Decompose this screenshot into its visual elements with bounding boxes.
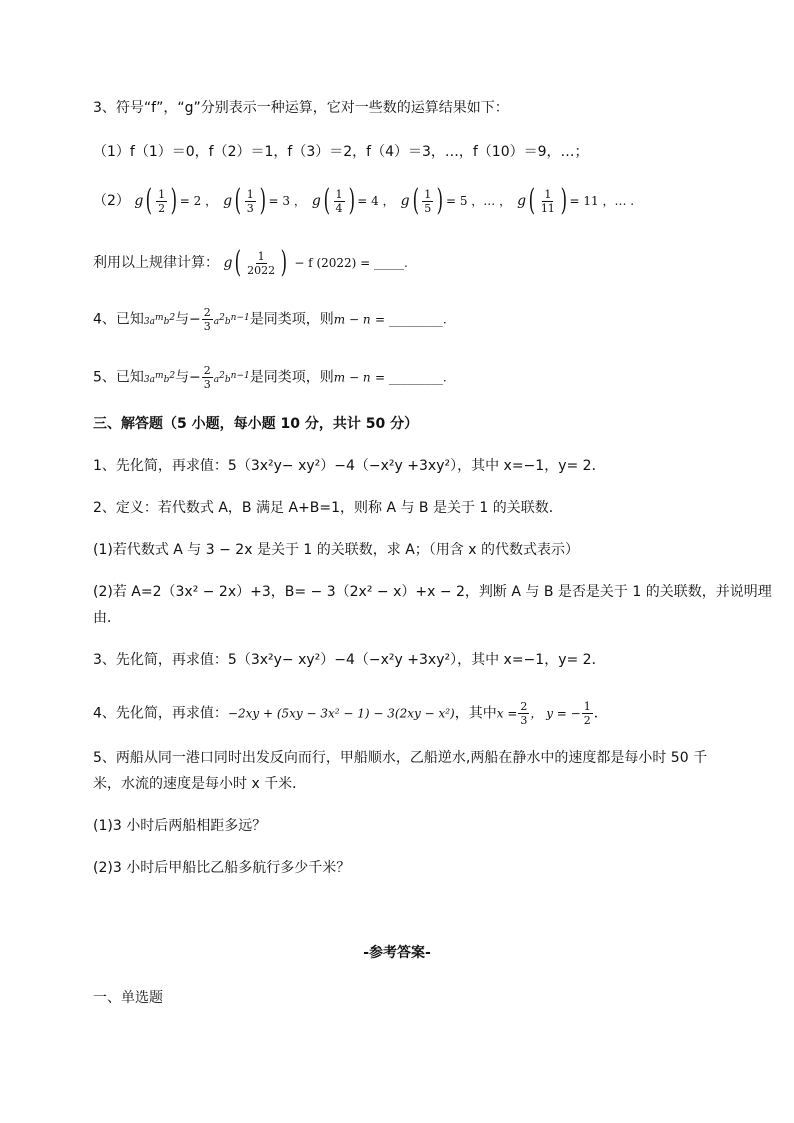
q3-calc-prefix: 利用以上规律计算：: [93, 255, 219, 271]
q4-prefix: 4、已知: [93, 311, 144, 328]
q5-with: 与−: [175, 369, 201, 386]
q4-with: 与−: [175, 311, 201, 328]
q5-suffix: 是同类项，则: [249, 369, 334, 386]
q3-row2: [93, 183, 640, 218]
q3-row1: （1）f（1）＝0，f（2）＝1，f（3）＝2，f（4）＝3，…，f（10）＝9，…；: [93, 144, 589, 160]
q3-row2-fn: g: [400, 193, 410, 209]
q3-calc-fn: g: [223, 255, 233, 271]
q3-row2-fraction: $\frac{1}{5}$: [424, 187, 432, 215]
q3-row2-fn: g: [223, 193, 233, 209]
q3-calc-fraction: $\frac{1}{2022}$: [247, 249, 276, 277]
s3-p4-yfrac: $\frac{1}{2}$: [583, 700, 591, 727]
q3-row2-fraction: $\frac{1}{4}$: [335, 187, 343, 215]
section3-heading: 三、解答题（5 小题，每小题 10 分，共计 50 分）: [93, 416, 419, 432]
s3-p4-mid: ，其中: [454, 705, 497, 722]
q5-blank: = _________.: [375, 370, 447, 385]
q4-suffix: 是同类项，则: [249, 311, 334, 328]
s3-p5-part1: (1)3 小时后两船相距多远？: [93, 818, 267, 834]
s3-p4-xfrac: $\frac{2}{3}$: [520, 700, 528, 727]
s3-p4-y: ， y = −: [530, 706, 581, 721]
q4-blank: = _________.: [375, 312, 447, 327]
q3-row2-item: g( $\frac{1}{2}$ ) = 2 ，: [134, 183, 218, 218]
s3-p2-part1: (1)若代数式 A 与 3 − 2x 是关于 1 的关联数，求 A；（用含 x 的代数式表示）: [93, 542, 579, 558]
s3-p1: 1、先化简，再求值：5（3x²y− xy²）−4（−x²y +3xy²），其中 x=−1，y= 2．: [93, 458, 606, 474]
s3-p4-expr: −2xy + (5xy − 3x² − 1) − 3(2xy − x²): [227, 706, 455, 721]
q3-row2-item: g( $\frac{1}{3}$ ) = 3 ，: [223, 183, 306, 218]
s3-p4-end: ．: [593, 705, 608, 722]
q3-row2-value: = 4 ，: [357, 194, 395, 208]
q4-fraction: $\frac{2}{3}$: [203, 306, 211, 333]
q3-intro: 3、符号“f”，“g”分别表示一种运算，它对一些数的运算结果如下：: [93, 100, 509, 116]
q5-fraction: $\frac{2}{3}$: [203, 364, 211, 391]
q3-row2-fn: g: [134, 193, 144, 209]
s3-p2-definition: 2、定义：若代数式 A，B 满足 A+B=1，则称 A 与 B 是关于 1 的关联数．: [93, 500, 563, 516]
s3-p5-line1: 5、两船从同一港口同时出发反向而行，甲船顺水，乙船逆水,两船在静水中的速度都是每小时 50 千: [93, 750, 708, 766]
q5: 5、已知$3a^mb^2$与− $\frac{2}{3}$ $a^2b^{n-1}$是同类项，则m − n = _________.: [93, 364, 447, 391]
s3-p3: 3、先化简，再求值：5（3x²y− xy²）−4（−x²y +3xy²），其中 x=−1，y= 2．: [93, 652, 606, 668]
s3-p5-part2: (2)3 小时后甲船比乙船多航行多少千米？: [93, 860, 351, 876]
q5-prefix: 5、已知: [93, 369, 144, 386]
s3-p2-part2-line1: (2)若 A=2（3x² − 2x）+3，B= − 3（2x² − x）+x − 2，判断 A 与 B 是否是关于 1 的关联数，并说明理: [93, 584, 772, 600]
answers-title: -参考答案-: [363, 945, 431, 961]
q4-expr: m − n: [333, 312, 371, 327]
q3-row2-prefix: （2）: [93, 193, 130, 209]
q3-row2-item: g( $\frac{1}{5}$ ) = 5 ，… ，: [400, 183, 512, 218]
q3-row2-fn: g: [517, 193, 527, 209]
s3-p5-line2: 米，水流的速度是每小时 x 千米．: [93, 776, 307, 792]
q4: 4、已知$3a^mb^2$与− $\frac{2}{3}$ $a^2b^{n-1}$是同类项，则m − n = _________.: [93, 306, 447, 333]
q3-row2-value: = 2 ，: [179, 194, 218, 208]
q3-row2-fraction: $\frac{1}{11}$: [540, 187, 555, 215]
q3-row2-item: g( $\frac{1}{4}$ ) = 4 ，: [311, 183, 395, 218]
q3-calc-rest: − f (2022) = _____.: [294, 256, 408, 270]
answers-section1: 一、单选题: [93, 990, 163, 1006]
q3-row2-item: g( $\frac{1}{11}$ ) = 11 ，… .: [517, 183, 635, 218]
q5-expr: m − n: [333, 370, 371, 385]
q3-row2-fn: g: [311, 193, 321, 209]
s3-p4: [93, 700, 608, 727]
s3-p2-part2-line2: 由．: [93, 610, 121, 626]
q3-calc: 利用以上规律计算： g( $\frac{1}{2022}$ ) − f (2022) = _____.: [93, 245, 408, 280]
q3-row2-value: = 3 ，: [268, 194, 306, 208]
q3-row2-fraction: $\frac{1}{3}$: [246, 187, 254, 215]
q3-row2-value: = 11 ，… .: [569, 194, 635, 208]
q3-row2-value: = 5 ，… ，: [445, 194, 512, 208]
q3-row2-fraction: $\frac{1}{2}$: [158, 187, 166, 215]
s3-p4-prefix: 4、先化简，再求值：: [93, 705, 228, 722]
s3-p4-x: x =: [496, 706, 518, 721]
